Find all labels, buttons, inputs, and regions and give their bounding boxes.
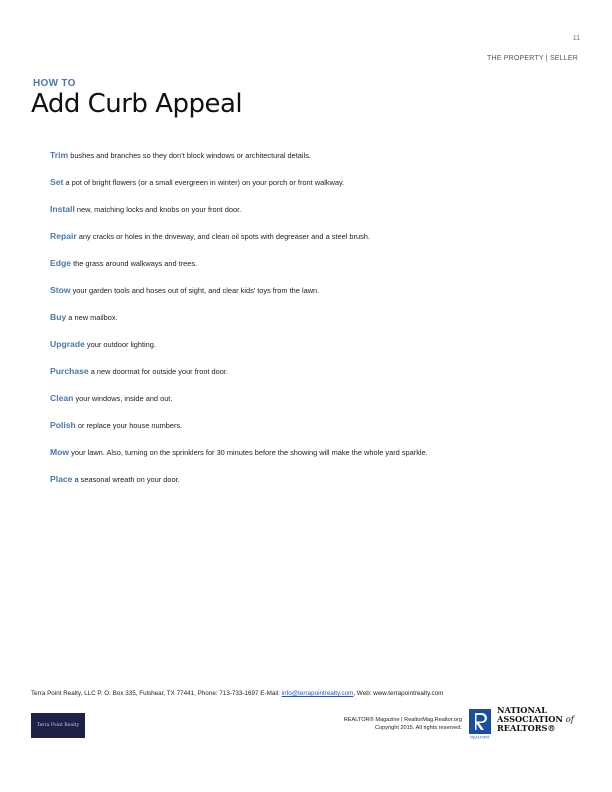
brokerage-logo-text: Terra Point Realty	[36, 723, 80, 728]
list-item	[50, 204, 450, 215]
tip-verb: Install	[50, 204, 75, 214]
page-title: Add Curb Appeal	[31, 89, 243, 119]
nar-of: of	[565, 714, 574, 724]
publication-line: REALTOR® Magazine | RealtorMag.Realtor.org	[343, 717, 462, 723]
tip-verb: Clean	[50, 393, 74, 403]
tip-text: new, matching locks and knobs on your front door.	[74, 205, 242, 214]
nar-logo-text	[497, 706, 574, 733]
publication-credit	[300, 716, 462, 732]
contact-prefix: Terra Point Realty, LLC P. O. Box 335, Fulshear, TX 77441, Phone: 713-733-1697 E-Mail:	[31, 690, 282, 697]
list-item	[50, 258, 450, 269]
realtor-mark-label: REALTOR®	[470, 735, 490, 740]
list-item	[50, 285, 450, 296]
tip-verb: Mow	[50, 447, 70, 457]
list-item	[50, 447, 450, 458]
tip-text: your garden tools and hoses out of sight, and clear kids’ toys from the lawn.	[70, 286, 320, 295]
page-number: 11	[572, 35, 580, 42]
footer-contact	[31, 690, 443, 697]
tip-text: a new mailbox.	[66, 313, 118, 322]
brokerage-logo	[31, 713, 85, 738]
nar-line-1: NATIONAL	[497, 705, 548, 715]
list-item	[50, 393, 450, 404]
list-item	[50, 150, 450, 161]
email-link[interactable]: info@terrapointrealty.com	[281, 690, 354, 697]
list-item	[50, 177, 450, 188]
list-item	[50, 366, 450, 377]
copyright-line: Copyright 2015. All rights reserved.	[374, 725, 462, 731]
realtor-r-icon	[469, 709, 491, 740]
list-item	[50, 339, 450, 350]
tip-verb: Upgrade	[50, 339, 85, 349]
list-item	[50, 312, 450, 323]
tip-text: the grass around walkways and trees.	[71, 259, 198, 268]
tip-text: a seasonal wreath on your door.	[72, 475, 180, 484]
nar-line-2: ASSOCIATION	[497, 714, 563, 724]
tip-verb: Buy	[50, 312, 67, 322]
list-item	[50, 474, 450, 485]
kicker-how-to: HOW TO	[33, 78, 76, 89]
tip-text: your lawn. Also, turning on the sprinklers for 30 minutes before the showing will make the whole yard sparkle.	[69, 448, 428, 457]
tips-list	[50, 150, 450, 501]
tip-verb: Trim	[50, 150, 69, 160]
section-label: THE PROPERTY | SELLER	[487, 55, 578, 62]
list-item	[50, 420, 450, 431]
list-item	[50, 231, 450, 242]
tip-verb: Stow	[50, 285, 71, 295]
tip-text: or replace your house numbers.	[75, 421, 183, 430]
tip-verb: Edge	[50, 258, 72, 268]
tip-text: your windows, inside and out.	[73, 394, 173, 403]
tip-verb: Purchase	[50, 366, 89, 376]
tip-verb: Set	[50, 177, 64, 187]
tip-text: your outdoor lighting.	[84, 340, 156, 349]
tip-verb: Polish	[50, 420, 76, 430]
tip-text: a new doormat for outside your front door.	[88, 367, 228, 376]
tip-verb: Repair	[50, 231, 77, 241]
nar-line-3: REALTORS®	[497, 723, 556, 733]
tip-text: a pot of bright flowers (or a small evergreen in winter) on your porch or front walkway.	[63, 178, 345, 187]
tip-verb: Place	[50, 474, 73, 484]
contact-suffix: , Web: www.terrapointrealty.com	[353, 690, 444, 697]
tip-text: any cracks or holes in the driveway, and clean oil spots with degreaser and a steel brush.	[76, 232, 370, 241]
tip-text: bushes and branches so they don’t block windows or architectural details.	[68, 151, 311, 160]
